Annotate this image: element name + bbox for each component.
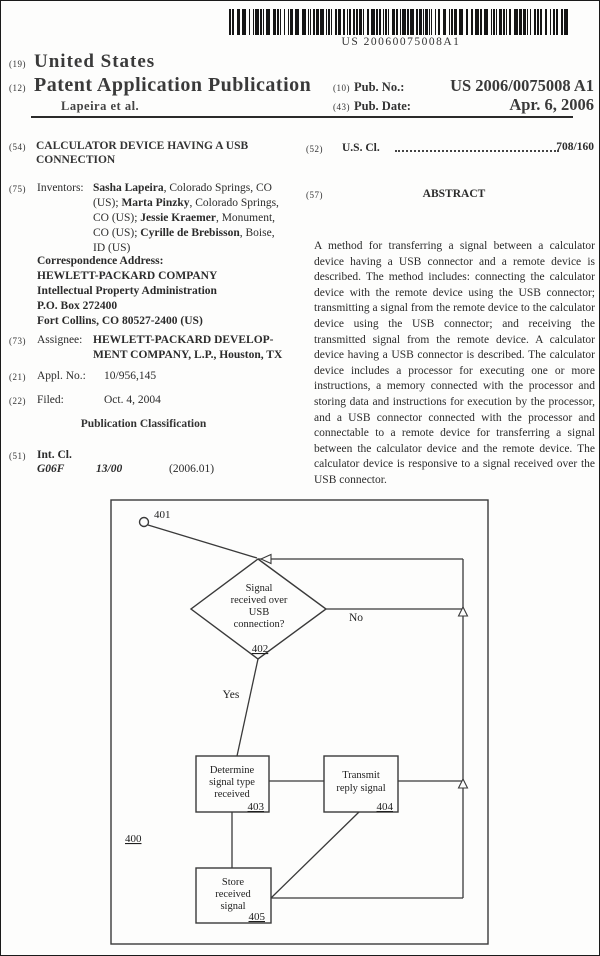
assignee-label: Assignee: xyxy=(37,334,83,346)
field-number-43: (43) xyxy=(333,102,350,112)
store-ref: 405 xyxy=(248,911,265,923)
decision-text-line1: Signal xyxy=(245,583,273,594)
store-text-line3: signal xyxy=(220,901,246,912)
transmit-ref: 404 xyxy=(376,801,393,813)
filed-label: Filed: xyxy=(37,394,64,406)
start-node-ref: 401 xyxy=(154,509,171,521)
assignee-value: HEWLETT-PACKARD DEVELOP- MENT COMPANY, L.P., Houston, TX xyxy=(93,334,283,361)
int-cl-subclass: 13/00 xyxy=(96,463,123,475)
field-number-73: (73) xyxy=(9,336,26,346)
field-number-51: (51) xyxy=(9,451,26,461)
pub-date-value: Apr. 6, 2006 xyxy=(509,95,594,114)
no-label: No xyxy=(348,612,364,624)
appl-no-value: 10/956,145 xyxy=(104,370,157,382)
determine-text-line3: received xyxy=(214,789,250,800)
determine-text-line2: signal type xyxy=(209,777,255,788)
inventors-label: Inventors: xyxy=(37,182,84,194)
decision-ref: 402 xyxy=(251,643,269,655)
determine-text-line1: Determine xyxy=(209,765,255,776)
us-cl-value: 708/160 xyxy=(556,141,594,153)
correspondence-address: Correspondence Address: HEWLETT-PACKARD COMPANY Intellectual Property Administration P.O. Box 272400 Fort Collins, CO 80527-2400 (US) xyxy=(37,255,218,327)
transmit-text-line1: Transmit xyxy=(342,770,380,781)
transmit-text-line2: reply signal xyxy=(336,783,386,794)
figure-ref: 400 xyxy=(125,833,142,845)
abstract-heading: ABSTRACT xyxy=(422,188,486,200)
store-text-line1: Store xyxy=(221,877,245,888)
figure-frame xyxy=(111,500,488,944)
barcode-label: US 20060075008A1 xyxy=(341,36,461,48)
field-number-22: (22) xyxy=(9,396,26,406)
us-cl-label: U.S. Cl. xyxy=(342,142,380,154)
decision-text-line3: USB xyxy=(248,607,270,618)
start-node xyxy=(140,518,149,527)
abstract-text: A method for transferring a signal between a calculator device having a USB connector and a remote device is described. The method includes: connecting the calculator device with the remote device using the USB connector; transmitting a signal from the remote device to the calculator device using the USB connector; and receiving the transmitted signal from the remote device. A calculator device having a USB connector is described. The calculator device includes a processor for executing one or more instructions, a memory connected with the processor and storing data and instructions for execution by the processor, and a USB connector connected with the processor and connectable to a remote device for transferring a signal between the calculator device and the remote device. The calculator device is responsive to a signal received over the USB connector. xyxy=(314,240,595,486)
document-type-title: Patent Application Publication xyxy=(34,74,312,96)
int-cl-code: G06F xyxy=(37,463,65,475)
pub-no-label: Pub. No.: xyxy=(354,80,405,94)
filed-value: Oct. 4, 2004 xyxy=(104,394,161,406)
field-number-19: (19) xyxy=(9,59,26,69)
authors: Lapeira et al. xyxy=(61,99,140,113)
appl-no-label: Appl. No.: xyxy=(37,370,86,382)
publication-classification-heading: Publication Classification xyxy=(80,418,207,430)
field-number-57: (57) xyxy=(306,190,323,200)
store-text-line2: received xyxy=(215,889,251,900)
decision-text-line2: received over xyxy=(230,595,288,606)
yes-label: Yes xyxy=(222,689,240,701)
field-number-54: (54) xyxy=(9,142,26,152)
int-cl-year: (2006.01) xyxy=(169,463,215,475)
invention-title: CALCULATOR DEVICE HAVING A USB CONNECTION xyxy=(36,140,249,166)
inventors-list: Sasha Lapeira, Colorado Springs, CO (US); Marta Pinzky, Colorado Springs, CO (US); Jessie Kraemer, Monument, CO (US); Cyrille de Brebisson, Boise, ID (US) xyxy=(93,182,279,254)
field-number-75: (75) xyxy=(9,184,26,194)
field-number-52: (52) xyxy=(306,144,323,154)
decision-text-line4: connection? xyxy=(233,619,285,630)
pub-no-value: US 2006/0075008 A1 xyxy=(450,76,594,95)
int-cl-label: Int. Cl. xyxy=(37,449,72,461)
determine-ref: 403 xyxy=(247,801,264,813)
country-title: United States xyxy=(34,51,156,72)
pub-date-label: Pub. Date: xyxy=(354,99,411,113)
field-number-10: (10) xyxy=(333,83,350,93)
field-number-21: (21) xyxy=(9,372,26,382)
field-number-12: (12) xyxy=(9,83,26,93)
flowchart-figure xyxy=(1,1,600,956)
